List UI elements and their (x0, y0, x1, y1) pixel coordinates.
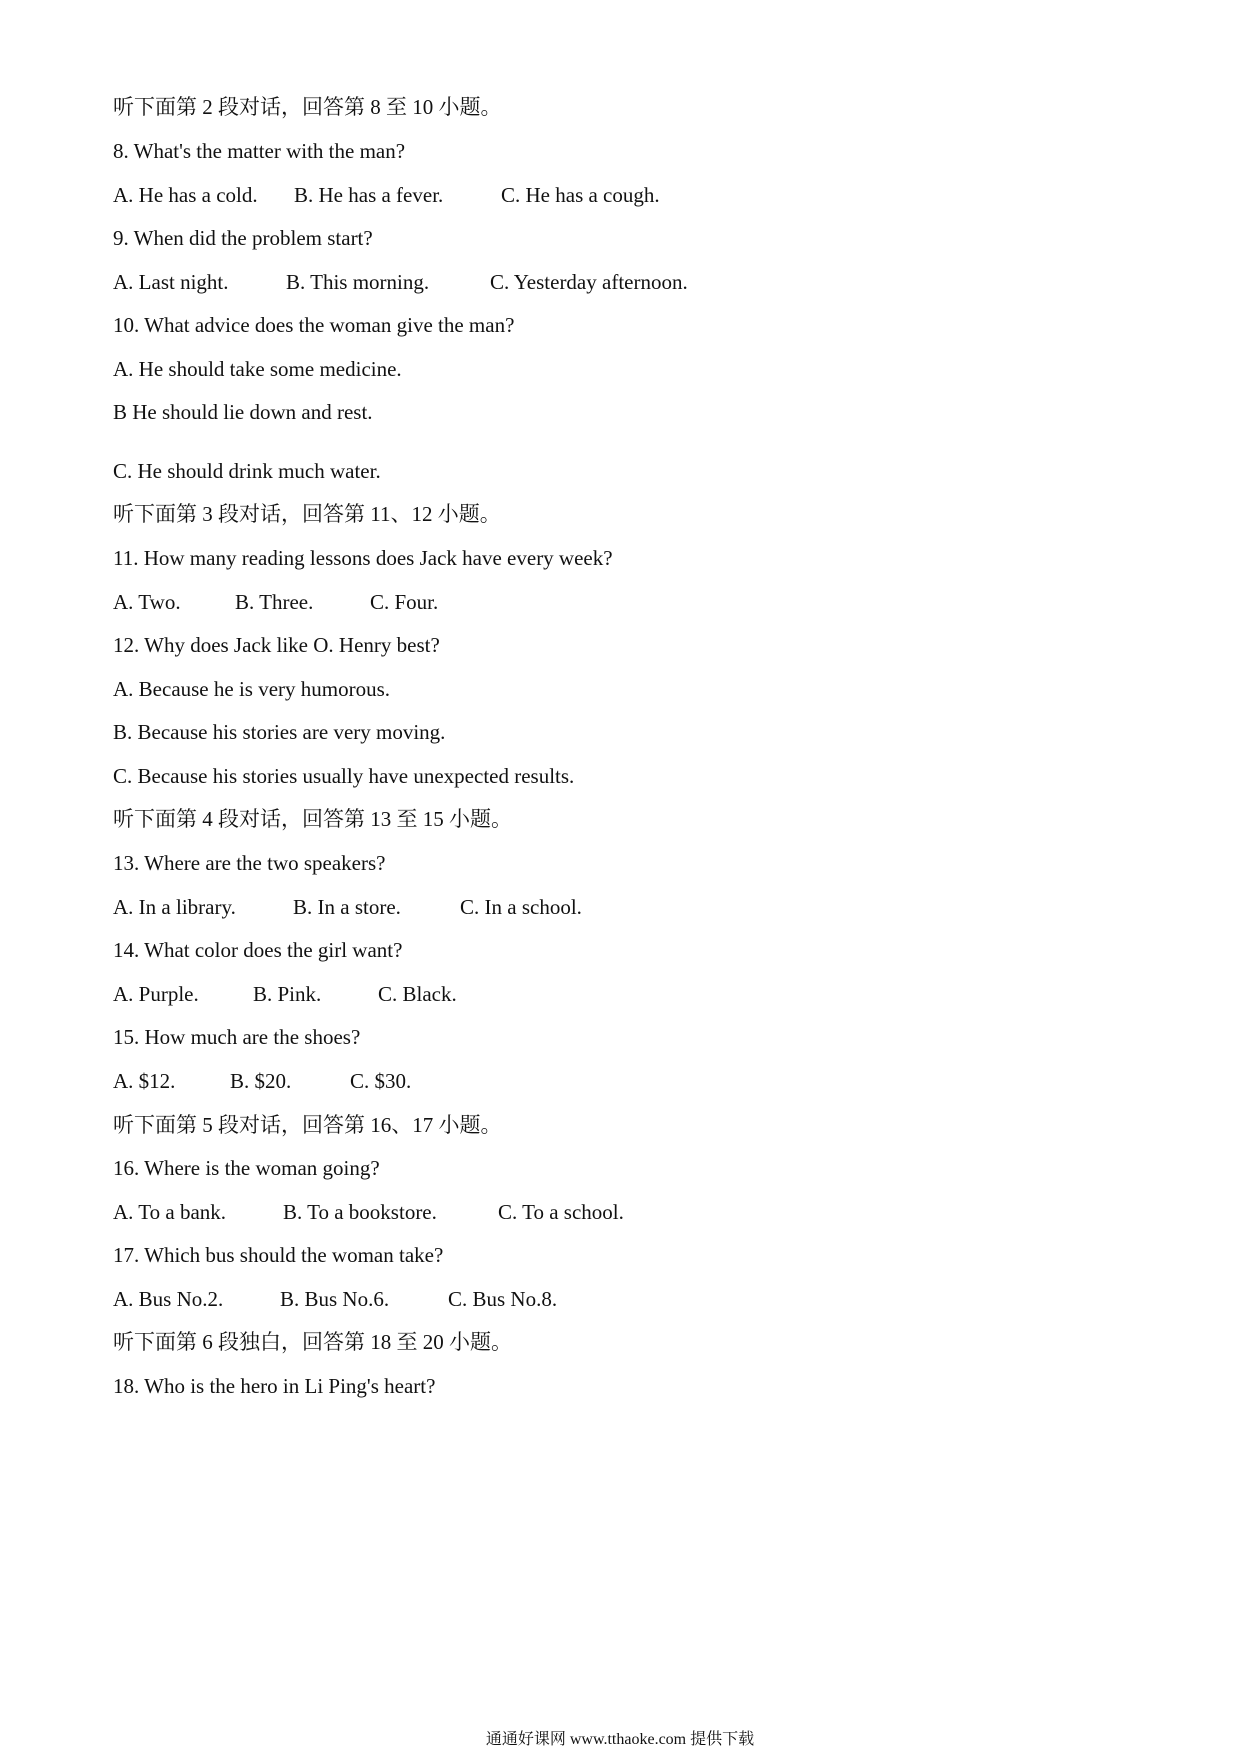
options-15 (113, 1068, 411, 1094)
options-8 (113, 182, 660, 208)
option-13b: B. In a store. (293, 895, 401, 919)
option-14b: B. Pink. (253, 982, 322, 1006)
option-17b: B. Bus No.6. (280, 1287, 390, 1311)
option-15a: A. $12. (113, 1069, 176, 1093)
option-11b: B. Three. (235, 590, 314, 614)
option-11a: A. Two. (113, 590, 181, 614)
options-14 (113, 981, 457, 1007)
option-8a: A. He has a cold. (113, 183, 258, 207)
section-heading-3: 听下面第 3 段对话，回答第 11、12 小题。 (113, 502, 501, 526)
option-9b: B. This morning. (286, 270, 430, 294)
option-16c: C. To a school. (498, 1200, 624, 1224)
option-12b: B. Because his stories are very moving. (113, 720, 446, 744)
option-10b: B He should lie down and rest. (113, 400, 373, 424)
option-8b: B. He has a fever. (294, 183, 444, 207)
option-9a: A. Last night. (113, 270, 229, 294)
question-9: 9. When did the problem start? (113, 226, 373, 250)
question-17: 17. Which bus should the woman take? (113, 1243, 444, 1267)
section-heading-2: 听下面第 2 段对话，回答第 8 至 10 小题。 (113, 95, 502, 119)
question-18: 18. Who is the hero in Li Ping's heart? (113, 1374, 436, 1398)
option-16a: A. To a bank. (113, 1200, 227, 1224)
question-8: 8. What's the matter with the man? (113, 139, 406, 163)
option-15b: B. $20. (230, 1069, 292, 1093)
page-footer: 通通好课网 www.tthaoke.com 提供下载 (485, 1731, 755, 1748)
section-heading-5: 听下面第 5 段对话，回答第 16、17 小题。 (113, 1113, 502, 1137)
question-10: 10. What advice does the woman give the man? (113, 313, 515, 337)
question-12: 12. Why does Jack like O. Henry best? (113, 633, 440, 657)
option-12a: A. Because he is very humorous. (113, 677, 391, 701)
question-15: 15. How much are the shoes? (113, 1025, 361, 1049)
options-17 (113, 1286, 557, 1312)
option-13c: C. In a school. (460, 895, 582, 919)
option-10c: C. He should drink much water. (113, 459, 381, 483)
option-12c: C. Because his stories usually have unexpected results. (113, 764, 575, 788)
option-15c: C. $30. (350, 1069, 412, 1093)
question-16: 16. Where is the woman going? (113, 1156, 380, 1180)
option-13a: A. In a library. (113, 895, 236, 919)
option-11c: C. Four. (370, 590, 439, 614)
option-9c: C. Yesterday afternoon. (490, 270, 688, 294)
section-heading-6: 听下面第 6 段独白，回答第 18 至 20 小题。 (113, 1330, 512, 1354)
question-13: 13. Where are the two speakers? (113, 851, 386, 875)
option-14a: A. Purple. (113, 982, 199, 1006)
question-14: 14. What color does the girl want? (113, 938, 403, 962)
question-11: 11. How many reading lessons does Jack have every week? (113, 546, 613, 570)
options-9 (113, 269, 688, 295)
options-11 (113, 589, 438, 615)
option-10a: A. He should take some medicine. (113, 357, 402, 381)
option-8c: C. He has a cough. (501, 183, 660, 207)
option-17c: C. Bus No.8. (448, 1287, 558, 1311)
option-16b: B. To a bookstore. (283, 1200, 437, 1224)
options-16 (113, 1199, 624, 1225)
section-heading-4: 听下面第 4 段对话，回答第 13 至 15 小题。 (113, 807, 512, 831)
option-17a: A. Bus No.2. (113, 1287, 224, 1311)
options-13 (113, 894, 582, 920)
option-14c: C. Black. (378, 982, 457, 1006)
